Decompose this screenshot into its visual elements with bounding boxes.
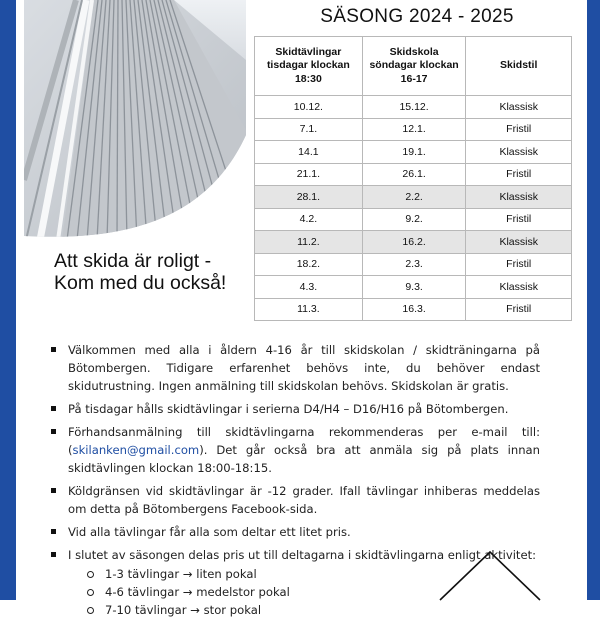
- table-row: [255, 231, 572, 254]
- school-date: 2.3.: [362, 253, 466, 276]
- award-item: 4-6 tävlingar → medelstor pokal: [68, 583, 540, 601]
- info-prize: Vid alla tävlingar får alla som deltar ett litet pris.: [50, 523, 540, 541]
- slogan: Att skida är roligt - Kom med du också!: [54, 250, 227, 294]
- email-link[interactable]: skilanken@gmail.com: [72, 443, 200, 457]
- schedule-header-row: [255, 37, 572, 96]
- competition-date: 14.1: [255, 141, 363, 164]
- competition-date: 4.3.: [255, 276, 363, 299]
- table-row: [255, 163, 572, 186]
- ski-style: Fristil: [466, 163, 572, 186]
- triangle-icon: [438, 550, 542, 605]
- school-date: 16.3.: [362, 298, 466, 321]
- competition-date: 11.2.: [255, 231, 363, 254]
- table-row: [255, 276, 572, 299]
- school-date: 15.12.: [362, 96, 466, 119]
- competition-date: 18.2.: [255, 253, 363, 276]
- competition-date: 7.1.: [255, 118, 363, 141]
- table-row: [255, 96, 572, 119]
- school-date: 16.2.: [362, 231, 466, 254]
- header-ski-competitions: Skidtävlingar tisdagar klockan 18:30: [255, 37, 363, 96]
- ski-style: Fristil: [466, 208, 572, 231]
- registration-text: Förhandsanmälning till skidtävlingarna rekommenderas per e-mail till: (: [68, 425, 540, 457]
- table-row: [255, 186, 572, 209]
- season-end-text: I slutet av säsongen delas pris ut till deltagarna i skidtävlingarna enligt aktivitet:: [68, 548, 537, 562]
- competition-date: 10.12.: [255, 96, 363, 119]
- competition-date: 4.2.: [255, 208, 363, 231]
- school-date: 19.1.: [362, 141, 466, 164]
- school-date: 2.2.: [362, 186, 466, 209]
- info-cold-limit: Köldgränsen vid skidtävlingar är -12 grader. Ifall tävlingar inhiberas meddelas om detta på Bötombergens Facebook-sida.: [50, 482, 540, 518]
- competition-date: 21.1.: [255, 163, 363, 186]
- ski-track-photo: [24, 0, 246, 240]
- table-row: [255, 298, 572, 321]
- school-date: 26.1.: [362, 163, 466, 186]
- blue-frame-right: [587, 0, 600, 600]
- school-date: 12.1.: [362, 118, 466, 141]
- schedule-table: [254, 36, 572, 321]
- table-row: [255, 141, 572, 164]
- award-item: 7-10 tävlingar → stor pokal: [68, 601, 540, 619]
- ski-style: Fristil: [466, 298, 572, 321]
- ski-style: Klassisk: [466, 141, 572, 164]
- competition-date: 28.1.: [255, 186, 363, 209]
- ski-style: Fristil: [466, 118, 572, 141]
- header-ski-school: Skidskola söndagar klockan 16-17: [362, 37, 466, 96]
- info-registration: [50, 423, 540, 477]
- header-ski-style: Skidstil: [466, 37, 572, 96]
- ski-style: Klassisk: [466, 231, 572, 254]
- table-row: [255, 253, 572, 276]
- ski-style: Klassisk: [466, 276, 572, 299]
- registration-time-text: ). Det går också bra att anmäla sig på plats innan skidtävlingen klockan 18:00-18:15.: [68, 443, 540, 475]
- info-series: På tisdagar hålls skidtävlingar i serierna D4/H4 – D16/H16 på Bötombergen.: [50, 400, 540, 418]
- ski-style: Klassisk: [466, 186, 572, 209]
- info-welcome: Välkommen med alla i åldern 4-16 år till skidskolan / skidträningarna på Bötombergen. Tidigare erfarenhet behövs inte, du behöver endast skidutrustning. Ingen anmälning till skidskolan behövs. Skidskolan är gratis.: [50, 341, 540, 395]
- table-row: [255, 208, 572, 231]
- competition-date: 11.3.: [255, 298, 363, 321]
- school-date: 9.2.: [362, 208, 466, 231]
- ski-style: Klassisk: [466, 96, 572, 119]
- award-item: 1-3 tävlingar → liten pokal: [68, 565, 540, 583]
- ski-style: Fristil: [466, 253, 572, 276]
- table-row: [255, 118, 572, 141]
- school-date: 9.3.: [362, 276, 466, 299]
- blue-frame-left: [0, 0, 16, 600]
- season-title: SÄSONG 2024 - 2025: [320, 6, 514, 27]
